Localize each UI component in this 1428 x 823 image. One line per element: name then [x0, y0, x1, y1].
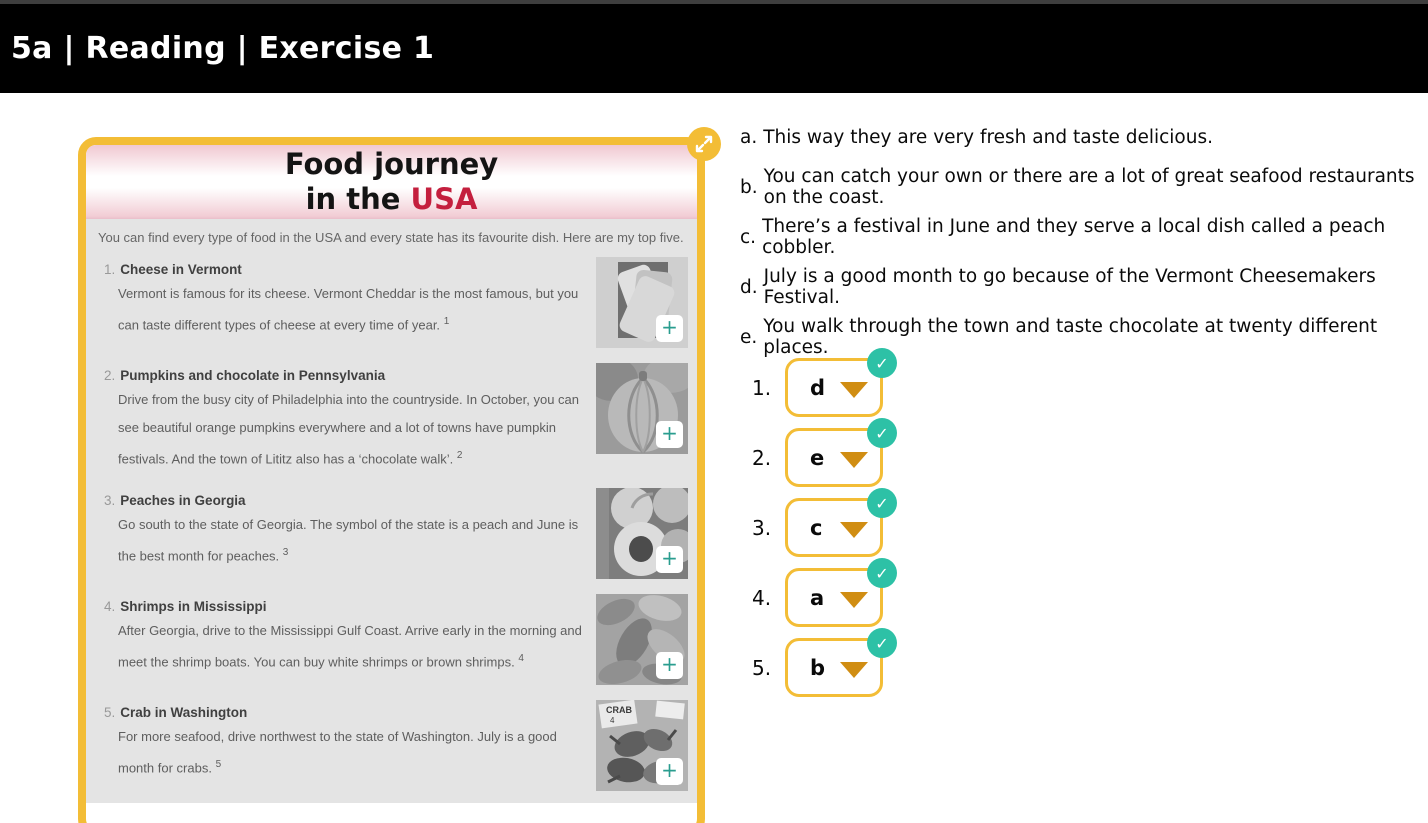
item-title: Crab in Washington — [120, 705, 248, 721]
dropdown-arrow-icon — [840, 382, 868, 398]
selected-answer: a — [810, 585, 825, 610]
answer-row-4 — [752, 563, 889, 627]
option-b: b. You can catch your own or there are a lot of great seafood restaurants on the coast. — [740, 166, 1415, 208]
item-number: 2. — [104, 368, 116, 383]
dropdown-arrow-icon — [840, 522, 868, 538]
footnote-marker: 2 — [456, 450, 463, 461]
option-e: e. You walk through the town and taste chocolate at twenty different places. — [740, 316, 1378, 358]
article-intro: You can find every type of food in the USA and every state has its favourite dish. Here are my top five. — [98, 230, 684, 245]
dropdown-arrow-icon — [840, 662, 868, 678]
answer-dropdown-3[interactable] — [785, 493, 889, 557]
correct-check-icon: ✓ — [867, 488, 897, 518]
item-title: Shrimps in Mississippi — [120, 599, 267, 615]
shrimps-photo — [596, 594, 688, 685]
article-title-banner — [86, 145, 697, 219]
expand-card-button[interactable] — [687, 127, 721, 161]
crab-sign-price: 4 — [610, 716, 615, 726]
pumpkin-photo — [596, 363, 688, 454]
article-item-5 — [96, 700, 688, 791]
footnote-marker: 5 — [215, 759, 222, 771]
option-c: c. There’s a festival in June and they serve a local dish called a peach cobbler. — [740, 216, 1386, 258]
crab-market-photo — [596, 700, 688, 791]
selected-answer: e — [810, 445, 825, 470]
option-d: d. July is a good month to go because of the Vermont Cheesemakers Festival. — [740, 266, 1376, 308]
item-body: After Georgia, drive to the Mississippi Gulf Coast. Arrive early in the morning and meet the shrimp boats. You can buy white shrimps or brown shrimps. $^4$ — [118, 623, 582, 670]
footnote-marker: 1 — [443, 316, 450, 327]
option-a: a. This way they are very fresh and taste delicious. — [740, 126, 1213, 148]
footnote-marker: 3 — [282, 547, 289, 559]
answer-dropdown-5[interactable] — [785, 633, 889, 697]
options-list — [740, 112, 1428, 362]
article-title-line1: Food journey — [284, 147, 499, 181]
selected-answer: c — [810, 515, 823, 540]
answer-number: 2. — [752, 445, 772, 470]
dropdown-arrow-icon — [840, 452, 868, 468]
article-item-1 — [96, 257, 688, 348]
article-item-3 — [96, 488, 688, 579]
article-title-line2: in the USA — [305, 182, 478, 216]
item-title: Cheese in Vermont — [120, 262, 242, 277]
article-body — [86, 219, 697, 803]
correct-check-icon: ✓ — [867, 348, 897, 378]
item-body: Vermont is famous for its cheese. Vermont Cheddar is the most famous, but you can taste different types of cheese at every time of year. $^1$ — [118, 286, 579, 333]
answer-number: 4. — [752, 585, 772, 610]
dropdown-arrow-icon — [840, 592, 868, 608]
answer-number: 5. — [752, 655, 772, 680]
answer-row-1 — [752, 353, 889, 417]
page-title: 5a | Reading | Exercise 1 — [11, 31, 435, 66]
item-number: 5. — [104, 705, 116, 721]
item-number: 4. — [104, 599, 116, 615]
zoom-image-button[interactable]: + — [656, 421, 683, 448]
selected-answer: b — [810, 655, 826, 680]
answer-number: 3. — [752, 515, 772, 540]
answer-dropdown-1[interactable] — [785, 353, 889, 417]
article-item-4 — [96, 594, 688, 685]
answer-dropdown-2[interactable] — [785, 423, 889, 487]
item-body: For more seafood, drive northwest to the state of Washington. July is a good month for crabs. $^5$ — [118, 729, 557, 776]
reading-article-card — [78, 137, 705, 823]
correct-check-icon: ✓ — [867, 628, 897, 658]
item-number: 3. — [104, 493, 116, 509]
zoom-image-button[interactable]: + — [656, 315, 683, 342]
answer-dropdown-4[interactable] — [785, 563, 889, 627]
article-item-2 — [96, 363, 688, 473]
usa-highlight: USA — [410, 182, 478, 216]
cheese-photo — [596, 257, 688, 348]
item-body: Drive from the busy city of Philadelphia into the countryside. In October, you can see beautiful orange pumpkins everywhere and a lot of towns have pumpkin festivals. And the town of Lititz also has a ‘chocolate walk’. $^2$ — [118, 392, 580, 467]
peaches-photo — [596, 488, 688, 579]
zoom-image-button[interactable]: + — [656, 758, 683, 785]
answer-row-3 — [752, 493, 889, 557]
item-number: 1. — [104, 262, 116, 277]
zoom-image-button[interactable]: + — [656, 652, 683, 679]
exercise-header — [0, 4, 1428, 93]
correct-check-icon: ✓ — [867, 558, 897, 588]
answers-list — [752, 353, 952, 708]
item-title: Peaches in Georgia — [120, 493, 246, 509]
answer-row-2 — [752, 423, 889, 487]
expand-icon — [694, 134, 714, 154]
answer-row-5 — [752, 633, 889, 697]
selected-answer: d — [810, 375, 826, 400]
footnote-marker: 4 — [518, 653, 524, 665]
item-title: Pumpkins and chocolate in Pennsylvania — [120, 368, 386, 383]
item-body: Go south to the state of Georgia. The symbol of the state is a peach and June is the best month for peaches. $^3$ — [118, 517, 579, 564]
answer-number: 1. — [752, 375, 772, 400]
crab-sign-text: CRAB — [606, 705, 632, 716]
zoom-image-button[interactable]: + — [656, 546, 683, 573]
correct-check-icon: ✓ — [867, 418, 897, 448]
